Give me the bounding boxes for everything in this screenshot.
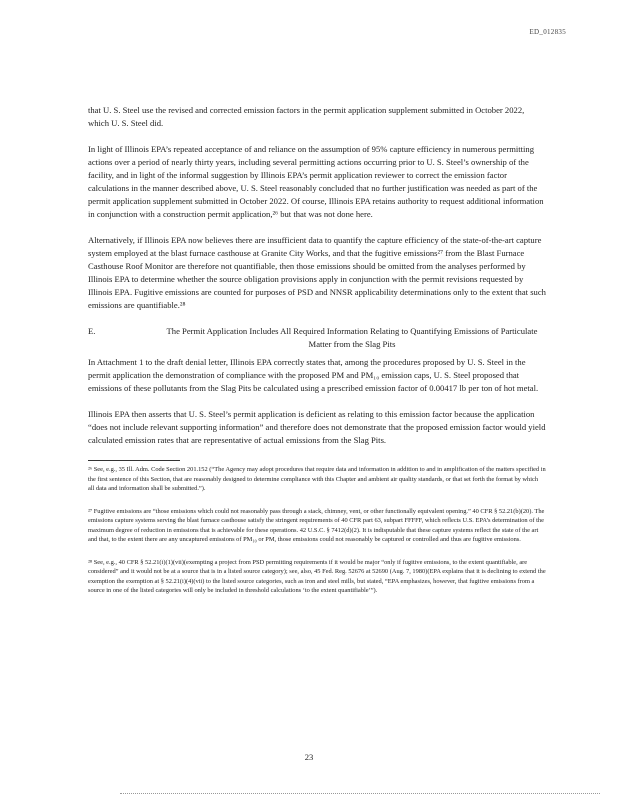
footnote-divider [88, 460, 180, 461]
section-heading [88, 325, 546, 350]
page-number: 23 [304, 752, 314, 762]
section-title: The Permit Application Includes All Required Information Relating to Quantifying Emissions of Particulate Matter from the Slag Pits [166, 326, 538, 349]
footnote-27: ²⁷ Fugitive emissions are “those emissions which could not reasonably pass through a stack, chimney, vent, or other functionally equivalent opening.” 40 CFR § 52.21(b)(20). The emissions capture systems serving the blast furnace casthouse satisfy the stringent requirements of 40 CFR part 63, subpart FFFFF, which reflects U.S. EPA’s determination of the maximum degree of reduction in emissions that is achievable for these operations. 42 U.S.C. § 7412(d)(2). It is indisputable that these capture systems reflect the state of the art and that, to the extent there are any uncaptured emissions of PM₁₀ or PM, those emissions could not reasonably be captured or controlled and thus are fugitive emissions. [88, 507, 545, 543]
footnote-28: ²⁸ See, e.g., 40 CFR § 52.21(i)(1)(vii)(exempting a project from PSD permitting requirements if it would be major “only if fugitive emissions, to the extent quantifiable, are considered” and it would not be at a source that is in a listed source category); see, also, 45 Fed. Reg. 52676 at 52690 (Aug. 7, 1980)(EPA explains that it is declining to extend the exemption the exemption at § 52.21(i)(4)(vii) to the listed source categories, such as iron and steel mills, but stated, “EPA emphasizes, however, that fugitive emissions from a source in one of the listed categories will only be included in threshold calculations ‘to the extent quantifiable’”). [88, 558, 546, 594]
paragraph-1: that U. S. Steel use the revised and corrected emission factors in the permit application supplement submitted in October 2022, which U. S. Steel did. [88, 105, 525, 128]
footnote-26: ²⁶ See, e.g., 35 Ill. Adm. Code Section 201.152 (“The Agency may adopt procedures that require data and information in addition to and in amplification of the matters specified in the first sentence of this Section, that are reasonably designed to determine compliance with this Chapter and ambient air quality standards, or that set forth the format by which all data and information shall be submitted.”). [88, 466, 546, 492]
document-body [88, 104, 546, 609]
section-number: E. [88, 326, 96, 336]
paragraph-3: Alternatively, if Illinois EPA now believes there are insufficient data to quantify the capture efficiency of the state-of-the-art capture system employed at the blast furnace casthouse at Granite City Works, and that the fugitive emissions²⁷ from the Blast Furnace Casthouse Roof Monitor are therefore not quantifiable, then those emissions should be omitted from the analyses performed by Illinois EPA to determine whether the source obligation provisions apply in conjunction with the permit revisions requested by Illinois EPA. Fugitive emissions are counted for purposes of PSD and NNSR applicability determinations only to the extent that such emissions are quantifiable.²⁸ [88, 235, 546, 310]
paragraph-4: In Attachment 1 to the draft denial letter, Illinois EPA correctly states that, among the procedures proposed by U. S. Steel in the permit application the demonstration of compliance with the proposed PM and PM₁₀ emission caps, U. S. Steel proposed that emissions of these pollutants from the Slag Pits be calculated using a prescribed emission factor of 0.00417 lb per ton of hot metal. [88, 357, 539, 393]
bottom-dotted-line [120, 793, 600, 794]
paragraph-2: In light of Illinois EPA’s repeated acceptance of and reliance on the assumption of 95% capture efficiency in numerous permitting actions over a period of nearly thirty years, including several permitting actions occurring prior to U. S. Steel’s ownership of the facility, and in light of the informal suggestion by Illinois EPA’s permit application reviewer to correct the emission factor calculations in the manner described above, U. S. Steel reasonably concluded that no further justification was needed as part of the permit application supplement submitted in October 2022. Of course, Illinois EPA retains authority to request additional information in conjunction with a construction permit application,²⁶ but that was not done here. [88, 144, 544, 219]
bates-number: ED_012835 [529, 28, 566, 36]
paragraph-5: Illinois EPA then asserts that U. S. Steel’s permit application is deficient as relating to this emission factor because the application “does not include relevant supporting information” and therefore does not demonstrate that the proposed emission factor would yield calculated emission rates that are representative of actual emissions from the Slag Pits. [88, 409, 546, 445]
